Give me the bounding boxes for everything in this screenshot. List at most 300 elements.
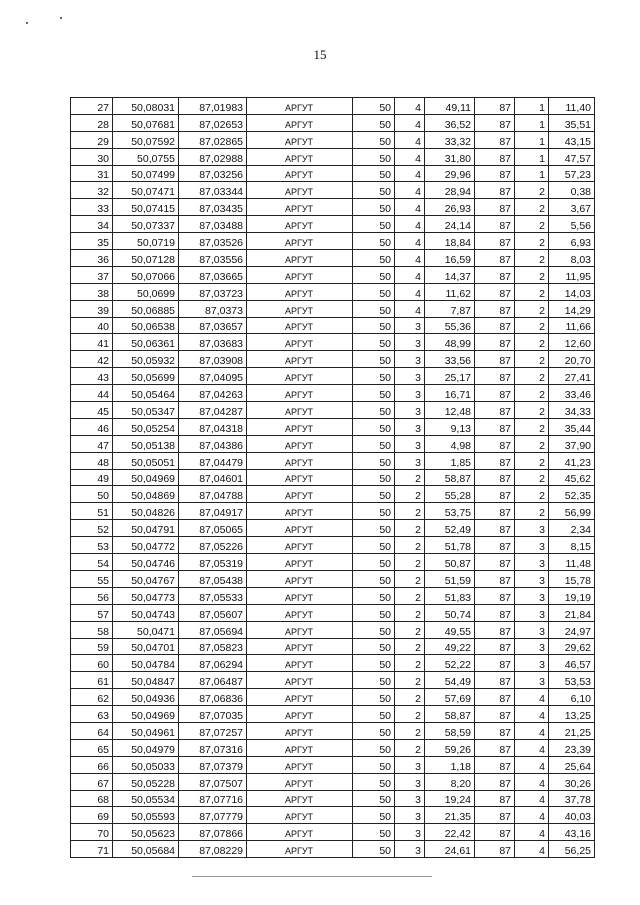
lon-degrees-cell: 87 xyxy=(475,233,515,250)
name-cell: АРГУТ xyxy=(247,402,353,419)
lon-degrees-cell: 87 xyxy=(475,621,515,638)
lat-minutes-cell: 3 xyxy=(395,773,425,790)
name-cell: АРГУТ xyxy=(247,807,353,824)
longitude-cell: 87,03657 xyxy=(179,317,247,334)
lon-minutes-cell: 4 xyxy=(515,722,549,739)
lon-minutes-cell: 4 xyxy=(515,841,549,858)
lat-minutes-cell: 3 xyxy=(395,435,425,452)
lat-degrees-cell: 50 xyxy=(353,824,395,841)
lat-degrees-cell: 50 xyxy=(353,266,395,283)
lon-degrees-cell: 87 xyxy=(475,554,515,571)
point-number-cell: 50 xyxy=(71,486,113,503)
longitude-cell: 87,02988 xyxy=(179,148,247,165)
name-cell: АРГУТ xyxy=(247,604,353,621)
point-number-cell: 60 xyxy=(71,655,113,672)
name-cell: АРГУТ xyxy=(247,216,353,233)
lon-minutes-cell: 4 xyxy=(515,689,549,706)
lat-seconds-cell: 55,36 xyxy=(425,317,475,334)
lat-seconds-cell: 22,42 xyxy=(425,824,475,841)
point-number-cell: 51 xyxy=(71,503,113,520)
point-number-cell: 63 xyxy=(71,706,113,723)
lat-seconds-cell: 58,87 xyxy=(425,469,475,486)
longitude-cell: 87,03665 xyxy=(179,266,247,283)
coordinates-table xyxy=(70,97,595,858)
lon-seconds-cell: 0,38 xyxy=(549,182,595,199)
lat-minutes-cell: 4 xyxy=(395,131,425,148)
longitude-cell: 87,03344 xyxy=(179,182,247,199)
lon-minutes-cell: 2 xyxy=(515,233,549,250)
table-row xyxy=(71,98,595,115)
latitude-cell: 50,05254 xyxy=(113,418,179,435)
point-number-cell: 40 xyxy=(71,317,113,334)
lat-seconds-cell: 16,71 xyxy=(425,385,475,402)
table-body xyxy=(71,98,595,858)
lon-seconds-cell: 19,19 xyxy=(549,587,595,604)
lat-minutes-cell: 3 xyxy=(395,385,425,402)
point-number-cell: 39 xyxy=(71,300,113,317)
lon-minutes-cell: 1 xyxy=(515,114,549,131)
table-row xyxy=(71,250,595,267)
lat-seconds-cell: 51,59 xyxy=(425,570,475,587)
lon-seconds-cell: 43,15 xyxy=(549,131,595,148)
longitude-cell: 87,04601 xyxy=(179,469,247,486)
name-cell: АРГУТ xyxy=(247,418,353,435)
lat-seconds-cell: 21,35 xyxy=(425,807,475,824)
lon-degrees-cell: 87 xyxy=(475,165,515,182)
lon-seconds-cell: 46,57 xyxy=(549,655,595,672)
lat-seconds-cell: 50,87 xyxy=(425,554,475,571)
lat-minutes-cell: 3 xyxy=(395,841,425,858)
lat-seconds-cell: 9,13 xyxy=(425,418,475,435)
lon-minutes-cell: 1 xyxy=(515,98,549,115)
lat-seconds-cell: 7,87 xyxy=(425,300,475,317)
point-number-cell: 30 xyxy=(71,148,113,165)
lon-minutes-cell: 2 xyxy=(515,317,549,334)
lon-seconds-cell: 33,46 xyxy=(549,385,595,402)
lat-seconds-cell: 18,84 xyxy=(425,233,475,250)
longitude-cell: 87,03526 xyxy=(179,233,247,250)
longitude-cell: 87,04287 xyxy=(179,402,247,419)
lat-seconds-cell: 25,17 xyxy=(425,368,475,385)
name-cell: АРГУТ xyxy=(247,638,353,655)
table-row xyxy=(71,317,595,334)
point-number-cell: 48 xyxy=(71,452,113,469)
lat-minutes-cell: 4 xyxy=(395,283,425,300)
table-row xyxy=(71,402,595,419)
lon-seconds-cell: 20,70 xyxy=(549,351,595,368)
point-number-cell: 65 xyxy=(71,739,113,756)
longitude-cell: 87,07866 xyxy=(179,824,247,841)
lat-minutes-cell: 2 xyxy=(395,672,425,689)
lat-minutes-cell: 4 xyxy=(395,216,425,233)
lat-seconds-cell: 11,62 xyxy=(425,283,475,300)
table-row xyxy=(71,148,595,165)
lon-minutes-cell: 2 xyxy=(515,452,549,469)
latitude-cell: 50,04743 xyxy=(113,604,179,621)
lon-degrees-cell: 87 xyxy=(475,435,515,452)
page-number: 15 xyxy=(313,47,327,62)
lat-degrees-cell: 50 xyxy=(353,250,395,267)
table-row xyxy=(71,452,595,469)
longitude-cell: 87,05438 xyxy=(179,570,247,587)
lon-seconds-cell: 15,78 xyxy=(549,570,595,587)
lon-degrees-cell: 87 xyxy=(475,317,515,334)
name-cell: АРГУТ xyxy=(247,790,353,807)
lon-seconds-cell: 5,56 xyxy=(549,216,595,233)
lat-degrees-cell: 50 xyxy=(353,233,395,250)
longitude-cell: 87,03556 xyxy=(179,250,247,267)
lon-minutes-cell: 3 xyxy=(515,604,549,621)
lon-seconds-cell: 45,62 xyxy=(549,469,595,486)
lon-seconds-cell: 52,35 xyxy=(549,486,595,503)
lat-minutes-cell: 2 xyxy=(395,638,425,655)
lon-seconds-cell: 21,84 xyxy=(549,604,595,621)
table-row xyxy=(71,638,595,655)
lat-seconds-cell: 14,37 xyxy=(425,266,475,283)
lat-degrees-cell: 50 xyxy=(353,503,395,520)
lon-seconds-cell: 12,60 xyxy=(549,334,595,351)
latitude-cell: 50,04784 xyxy=(113,655,179,672)
longitude-cell: 87,04318 xyxy=(179,418,247,435)
lon-degrees-cell: 87 xyxy=(475,790,515,807)
name-cell: АРГУТ xyxy=(247,182,353,199)
lon-seconds-cell: 14,03 xyxy=(549,283,595,300)
lat-seconds-cell: 52,22 xyxy=(425,655,475,672)
lon-degrees-cell: 87 xyxy=(475,351,515,368)
lon-seconds-cell: 13,25 xyxy=(549,706,595,723)
table-row xyxy=(71,655,595,672)
lon-degrees-cell: 87 xyxy=(475,604,515,621)
latitude-cell: 50,06885 xyxy=(113,300,179,317)
lon-minutes-cell: 3 xyxy=(515,638,549,655)
lat-seconds-cell: 58,59 xyxy=(425,722,475,739)
lon-degrees-cell: 87 xyxy=(475,824,515,841)
lat-seconds-cell: 33,32 xyxy=(425,131,475,148)
table-row xyxy=(71,790,595,807)
point-number-cell: 71 xyxy=(71,841,113,858)
point-number-cell: 35 xyxy=(71,233,113,250)
lat-seconds-cell: 4,98 xyxy=(425,435,475,452)
latitude-cell: 50,06538 xyxy=(113,317,179,334)
lat-minutes-cell: 4 xyxy=(395,250,425,267)
lat-degrees-cell: 50 xyxy=(353,790,395,807)
latitude-cell: 50,05593 xyxy=(113,807,179,824)
lon-seconds-cell: 11,48 xyxy=(549,554,595,571)
point-number-cell: 66 xyxy=(71,756,113,773)
lon-degrees-cell: 87 xyxy=(475,418,515,435)
point-number-cell: 38 xyxy=(71,283,113,300)
lon-seconds-cell: 8,15 xyxy=(549,537,595,554)
table-row xyxy=(71,739,595,756)
lat-degrees-cell: 50 xyxy=(353,706,395,723)
lon-degrees-cell: 87 xyxy=(475,266,515,283)
longitude-cell: 87,04788 xyxy=(179,486,247,503)
lon-minutes-cell: 1 xyxy=(515,148,549,165)
longitude-cell: 87,03256 xyxy=(179,165,247,182)
lat-minutes-cell: 4 xyxy=(395,98,425,115)
latitude-cell: 50,07681 xyxy=(113,114,179,131)
lat-degrees-cell: 50 xyxy=(353,435,395,452)
lat-degrees-cell: 50 xyxy=(353,317,395,334)
lat-seconds-cell: 8,20 xyxy=(425,773,475,790)
name-cell: АРГУТ xyxy=(247,841,353,858)
lat-degrees-cell: 50 xyxy=(353,283,395,300)
lon-minutes-cell: 3 xyxy=(515,537,549,554)
longitude-cell: 87,04386 xyxy=(179,435,247,452)
lat-minutes-cell: 2 xyxy=(395,689,425,706)
latitude-cell: 50,0699 xyxy=(113,283,179,300)
lat-degrees-cell: 50 xyxy=(353,604,395,621)
table-row xyxy=(71,672,595,689)
lon-seconds-cell: 24,97 xyxy=(549,621,595,638)
lon-minutes-cell: 2 xyxy=(515,266,549,283)
lat-seconds-cell: 57,69 xyxy=(425,689,475,706)
lon-minutes-cell: 2 xyxy=(515,334,549,351)
longitude-cell: 87,08229 xyxy=(179,841,247,858)
point-number-cell: 69 xyxy=(71,807,113,824)
lon-minutes-cell: 3 xyxy=(515,554,549,571)
lat-degrees-cell: 50 xyxy=(353,486,395,503)
longitude-cell: 87,02653 xyxy=(179,114,247,131)
lon-seconds-cell: 34,33 xyxy=(549,402,595,419)
lat-seconds-cell: 48,99 xyxy=(425,334,475,351)
lat-seconds-cell: 54,49 xyxy=(425,672,475,689)
lon-degrees-cell: 87 xyxy=(475,469,515,486)
lon-minutes-cell: 2 xyxy=(515,418,549,435)
lon-degrees-cell: 87 xyxy=(475,334,515,351)
lon-seconds-cell: 56,25 xyxy=(549,841,595,858)
point-number-cell: 70 xyxy=(71,824,113,841)
lat-minutes-cell: 3 xyxy=(395,790,425,807)
lon-seconds-cell: 43,16 xyxy=(549,824,595,841)
latitude-cell: 50,04772 xyxy=(113,537,179,554)
latitude-cell: 50,05623 xyxy=(113,824,179,841)
lat-minutes-cell: 2 xyxy=(395,587,425,604)
latitude-cell: 50,07337 xyxy=(113,216,179,233)
lat-minutes-cell: 2 xyxy=(395,554,425,571)
lon-minutes-cell: 4 xyxy=(515,756,549,773)
lon-degrees-cell: 87 xyxy=(475,131,515,148)
lon-minutes-cell: 2 xyxy=(515,503,549,520)
point-number-cell: 54 xyxy=(71,554,113,571)
lon-degrees-cell: 87 xyxy=(475,655,515,672)
table-row xyxy=(71,520,595,537)
lat-minutes-cell: 3 xyxy=(395,807,425,824)
name-cell: АРГУТ xyxy=(247,452,353,469)
name-cell: АРГУТ xyxy=(247,554,353,571)
point-number-cell: 33 xyxy=(71,199,113,216)
point-number-cell: 47 xyxy=(71,435,113,452)
lat-minutes-cell: 4 xyxy=(395,266,425,283)
lat-degrees-cell: 50 xyxy=(353,418,395,435)
lon-minutes-cell: 1 xyxy=(515,165,549,182)
lat-minutes-cell: 3 xyxy=(395,368,425,385)
scan-speck xyxy=(60,17,62,19)
table-row xyxy=(71,807,595,824)
lat-degrees-cell: 50 xyxy=(353,368,395,385)
latitude-cell: 50,05684 xyxy=(113,841,179,858)
point-number-cell: 53 xyxy=(71,537,113,554)
name-cell: АРГУТ xyxy=(247,435,353,452)
lat-degrees-cell: 50 xyxy=(353,300,395,317)
lon-minutes-cell: 2 xyxy=(515,402,549,419)
lat-minutes-cell: 4 xyxy=(395,233,425,250)
longitude-cell: 87,03908 xyxy=(179,351,247,368)
lat-minutes-cell: 3 xyxy=(395,452,425,469)
lon-minutes-cell: 1 xyxy=(515,131,549,148)
latitude-cell: 50,07415 xyxy=(113,199,179,216)
lat-degrees-cell: 50 xyxy=(353,739,395,756)
lon-degrees-cell: 87 xyxy=(475,722,515,739)
lat-minutes-cell: 4 xyxy=(395,114,425,131)
longitude-cell: 87,05823 xyxy=(179,638,247,655)
point-number-cell: 28 xyxy=(71,114,113,131)
point-number-cell: 52 xyxy=(71,520,113,537)
longitude-cell: 87,07316 xyxy=(179,739,247,756)
table-row xyxy=(71,368,595,385)
lon-minutes-cell: 4 xyxy=(515,790,549,807)
lon-minutes-cell: 2 xyxy=(515,486,549,503)
table-row xyxy=(71,182,595,199)
table-row xyxy=(71,554,595,571)
table-row xyxy=(71,689,595,706)
lat-minutes-cell: 3 xyxy=(395,824,425,841)
footer-divider xyxy=(192,876,432,877)
latitude-cell: 50,04773 xyxy=(113,587,179,604)
name-cell: АРГУТ xyxy=(247,756,353,773)
point-number-cell: 27 xyxy=(71,98,113,115)
point-number-cell: 55 xyxy=(71,570,113,587)
lon-degrees-cell: 87 xyxy=(475,300,515,317)
latitude-cell: 50,07592 xyxy=(113,131,179,148)
latitude-cell: 50,07471 xyxy=(113,182,179,199)
table-row xyxy=(71,199,595,216)
latitude-cell: 50,07499 xyxy=(113,165,179,182)
lat-seconds-cell: 55,28 xyxy=(425,486,475,503)
lon-seconds-cell: 30,26 xyxy=(549,773,595,790)
table-row xyxy=(71,773,595,790)
lat-degrees-cell: 50 xyxy=(353,351,395,368)
lon-degrees-cell: 87 xyxy=(475,841,515,858)
longitude-cell: 87,05607 xyxy=(179,604,247,621)
table-row xyxy=(71,706,595,723)
name-cell: АРГУТ xyxy=(247,706,353,723)
lon-degrees-cell: 87 xyxy=(475,385,515,402)
scan-speck xyxy=(26,22,28,24)
point-number-cell: 49 xyxy=(71,469,113,486)
name-cell: АРГУТ xyxy=(247,824,353,841)
lon-seconds-cell: 37,78 xyxy=(549,790,595,807)
name-cell: АРГУТ xyxy=(247,266,353,283)
lon-minutes-cell: 3 xyxy=(515,655,549,672)
table-row xyxy=(71,621,595,638)
lon-degrees-cell: 87 xyxy=(475,452,515,469)
longitude-cell: 87,03723 xyxy=(179,283,247,300)
longitude-cell: 87,01983 xyxy=(179,98,247,115)
lat-minutes-cell: 2 xyxy=(395,486,425,503)
lon-seconds-cell: 14,29 xyxy=(549,300,595,317)
lat-degrees-cell: 50 xyxy=(353,554,395,571)
lon-minutes-cell: 3 xyxy=(515,621,549,638)
table-row xyxy=(71,587,595,604)
point-number-cell: 43 xyxy=(71,368,113,385)
latitude-cell: 50,07066 xyxy=(113,266,179,283)
lon-degrees-cell: 87 xyxy=(475,638,515,655)
lat-minutes-cell: 4 xyxy=(395,165,425,182)
lon-minutes-cell: 2 xyxy=(515,300,549,317)
table-row xyxy=(71,824,595,841)
name-cell: АРГУТ xyxy=(247,283,353,300)
longitude-cell: 87,07716 xyxy=(179,790,247,807)
lat-degrees-cell: 50 xyxy=(353,621,395,638)
lat-seconds-cell: 19,24 xyxy=(425,790,475,807)
longitude-cell: 87,05533 xyxy=(179,587,247,604)
name-cell: АРГУТ xyxy=(247,300,353,317)
lon-minutes-cell: 3 xyxy=(515,672,549,689)
lat-seconds-cell: 29,96 xyxy=(425,165,475,182)
latitude-cell: 50,04969 xyxy=(113,469,179,486)
latitude-cell: 50,06361 xyxy=(113,334,179,351)
lon-minutes-cell: 4 xyxy=(515,824,549,841)
lon-minutes-cell: 2 xyxy=(515,469,549,486)
lat-minutes-cell: 2 xyxy=(395,706,425,723)
longitude-cell: 87,03435 xyxy=(179,199,247,216)
lat-degrees-cell: 50 xyxy=(353,773,395,790)
lat-degrees-cell: 50 xyxy=(353,520,395,537)
table-row xyxy=(71,165,595,182)
name-cell: АРГУТ xyxy=(247,165,353,182)
lat-degrees-cell: 50 xyxy=(353,98,395,115)
longitude-cell: 87,04263 xyxy=(179,385,247,402)
point-number-cell: 64 xyxy=(71,722,113,739)
lon-degrees-cell: 87 xyxy=(475,587,515,604)
latitude-cell: 50,08031 xyxy=(113,98,179,115)
lon-seconds-cell: 57,23 xyxy=(549,165,595,182)
table-row xyxy=(71,486,595,503)
name-cell: АРГУТ xyxy=(247,385,353,402)
lat-degrees-cell: 50 xyxy=(353,655,395,672)
longitude-cell: 87,06294 xyxy=(179,655,247,672)
latitude-cell: 50,0471 xyxy=(113,621,179,638)
name-cell: АРГУТ xyxy=(247,317,353,334)
table-row xyxy=(71,469,595,486)
point-number-cell: 61 xyxy=(71,672,113,689)
point-number-cell: 67 xyxy=(71,773,113,790)
lon-minutes-cell: 3 xyxy=(515,570,549,587)
lat-minutes-cell: 4 xyxy=(395,182,425,199)
longitude-cell: 87,07379 xyxy=(179,756,247,773)
name-cell: АРГУТ xyxy=(247,114,353,131)
lat-degrees-cell: 50 xyxy=(353,216,395,233)
lat-minutes-cell: 3 xyxy=(395,334,425,351)
lat-seconds-cell: 49,22 xyxy=(425,638,475,655)
table-row xyxy=(71,283,595,300)
lon-seconds-cell: 21,25 xyxy=(549,722,595,739)
lat-seconds-cell: 24,61 xyxy=(425,841,475,858)
lat-degrees-cell: 50 xyxy=(353,114,395,131)
longitude-cell: 87,07507 xyxy=(179,773,247,790)
lat-seconds-cell: 31,80 xyxy=(425,148,475,165)
lon-degrees-cell: 87 xyxy=(475,520,515,537)
lat-seconds-cell: 51,78 xyxy=(425,537,475,554)
lon-degrees-cell: 87 xyxy=(475,486,515,503)
lat-seconds-cell: 53,75 xyxy=(425,503,475,520)
point-number-cell: 68 xyxy=(71,790,113,807)
lat-seconds-cell: 49,55 xyxy=(425,621,475,638)
latitude-cell: 50,05464 xyxy=(113,385,179,402)
lon-minutes-cell: 2 xyxy=(515,385,549,402)
lon-seconds-cell: 6,10 xyxy=(549,689,595,706)
